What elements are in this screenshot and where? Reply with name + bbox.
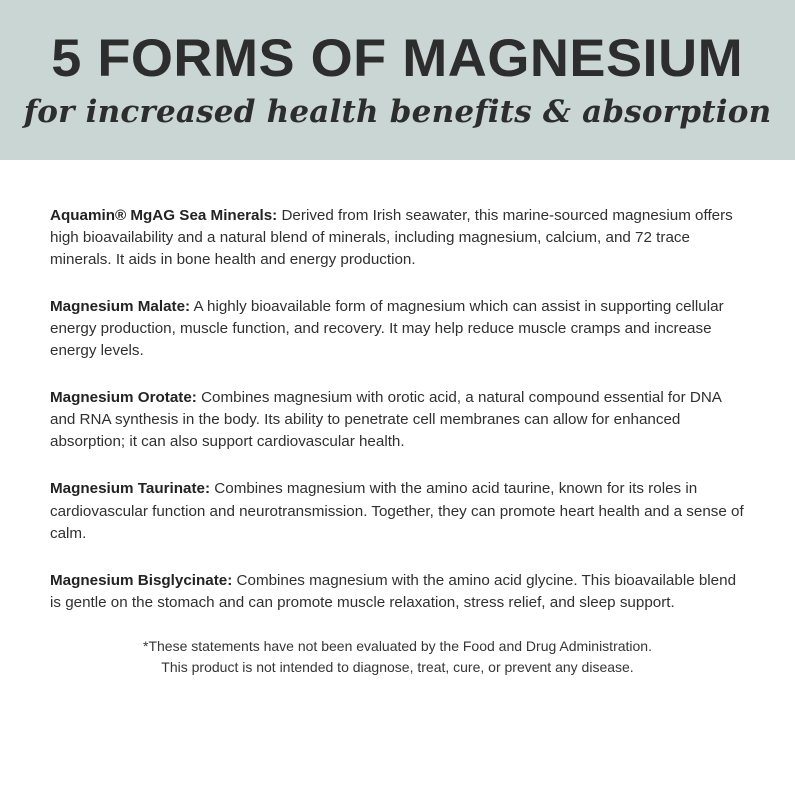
entry-name: Magnesium Orotate: [50, 389, 197, 407]
page-subtitle: for increased health benefits & absorption [23, 94, 772, 131]
header-band [0, 0, 795, 160]
page-title: 5 FORMS OF MAGNESIUM [51, 29, 744, 89]
list-item [50, 478, 745, 544]
entry-description: Combines magnesium with orotic acid, a natural compound essential for DNA and RNA synthesis in the body. Its ability to penetrate cell membranes can allow for enhanced absorption; it can also support cardiovascular health. [50, 389, 722, 451]
disclaimer-line-2: This product is not intended to diagnose, treat, cure, or prevent any disease. [161, 659, 634, 676]
entry-name: Magnesium Taurinate: [50, 480, 211, 498]
list-item [50, 296, 745, 362]
entry-name: Magnesium Malate: [50, 298, 191, 316]
entry-name: Magnesium Bisglycinate: [50, 571, 233, 589]
entry-description: A highly bioavailable form of magnesium which can assist in supporting cellular energy production, muscle function, and recovery. It may help reduce muscle cramps and increase energy levels. [50, 298, 724, 360]
list-item [50, 205, 745, 271]
list-item [50, 570, 745, 614]
content-body [0, 160, 795, 679]
entry-name: Aquamin® MgAG Sea Minerals: [50, 207, 278, 225]
entry-description: Combines magnesium with the amino acid taurine, known for its roles in cardiovascular function and neurotransmission. Together, they can promote heart health and a sense of calm. [50, 480, 744, 542]
disclaimer [50, 636, 745, 679]
entry-description: Combines magnesium with the amino acid glycine. This bioavailable blend is gentle on the stomach and can promote muscle relaxation, stress relief, and sleep support. [50, 571, 737, 611]
entry-description: Derived from Irish seawater, this marine-sourced magnesium offers high bioavailability and a natural blend of minerals, including magnesium, calcium, and 72 trace minerals. It aids in bone health and energy production. [50, 207, 733, 269]
list-item [50, 387, 745, 453]
disclaimer-line-1: *These statements have not been evaluated by the Food and Drug Administration. [143, 637, 652, 654]
